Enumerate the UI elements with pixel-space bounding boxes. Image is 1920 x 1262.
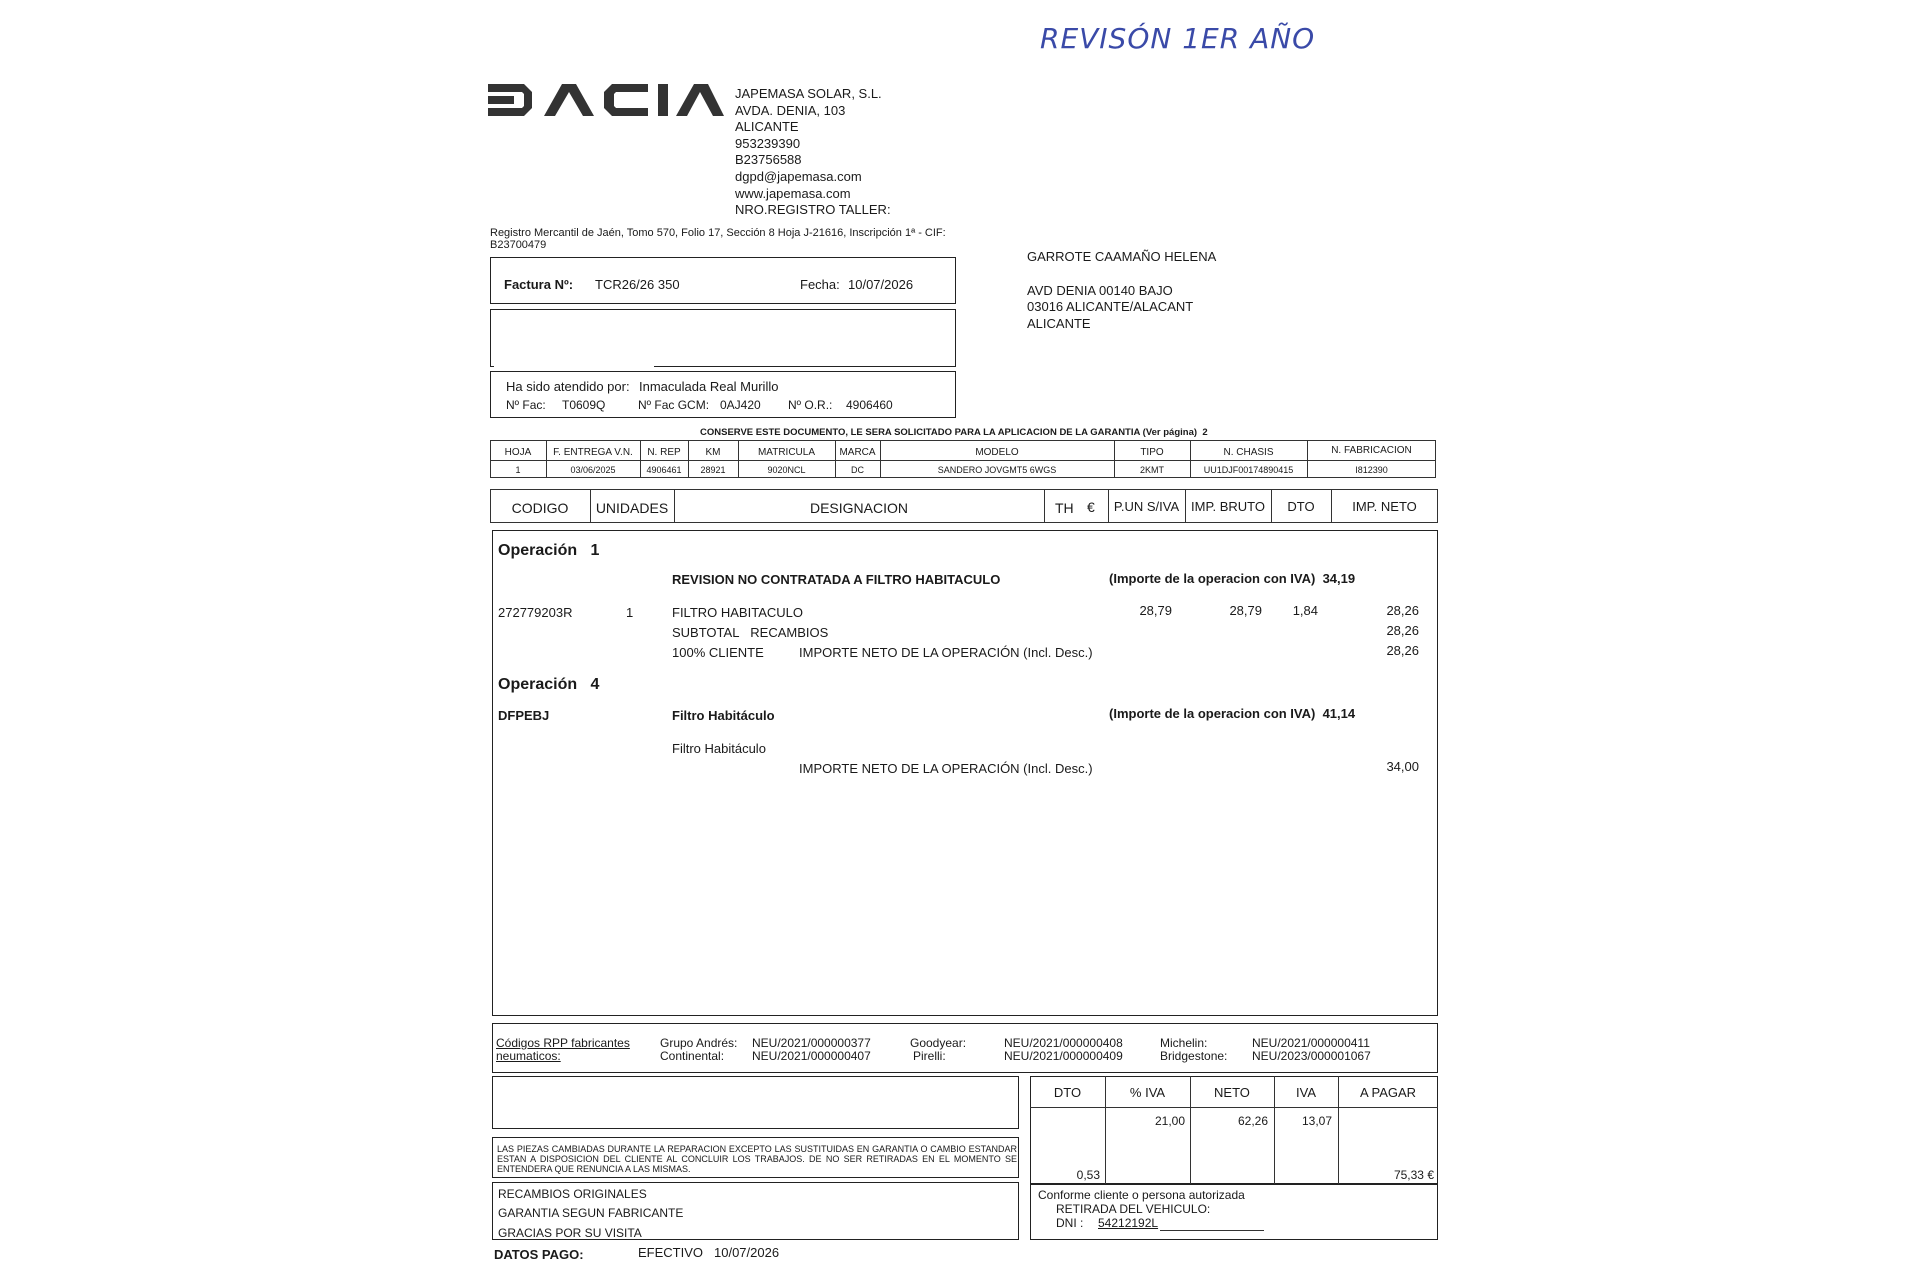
vehicle-cell: 2KMT <box>1139 465 1164 475</box>
col-designacion: DESIGNACION <box>809 500 908 516</box>
rpp-col2-values: NEU/2021/000000408 NEU/2021/000000409 <box>1004 1036 1123 1063</box>
op1-importe-neto-label: IMPORTE NETO DE LA OPERACIÓN (Incl. Desc.) <box>799 645 1093 660</box>
nfac-value: T0609Q <box>562 398 606 412</box>
gcm-value: 0AJ420 <box>720 398 761 412</box>
customer-city: 03016 ALICANTE/ALACANT <box>1027 299 1194 315</box>
op1-subtotal: SUBTOTAL RECAMBIOS <box>672 625 829 640</box>
col-euro: € <box>1087 499 1095 515</box>
pago-method: EFECTIVO <box>638 1245 704 1260</box>
vehicle-cell: 28921 <box>700 465 726 475</box>
vehicle-header: MARCA <box>839 447 876 458</box>
col-unidades: UNIDADES <box>595 500 669 516</box>
nfac-label: Nº Fac: <box>506 398 546 412</box>
factura-label: Factura Nº: <box>504 277 574 292</box>
col-pun: P.UN S/IVA <box>1113 499 1180 514</box>
rpp-col1-labels: Grupo Andrés: Continental: <box>660 1036 738 1063</box>
op4-codigo: DFPEBJ <box>498 708 550 723</box>
dealer-cif: B23756588 <box>735 152 802 168</box>
rpp-col3-values: NEU/2021/000000411 NEU/2023/000001067 <box>1252 1036 1371 1063</box>
rpp-label: Códigos RPP fabricantes neumaticos: <box>496 1036 630 1063</box>
blank-box <box>492 1076 1019 1129</box>
vehicle-cell: 4906461 <box>646 465 682 475</box>
op1-importe: (Importe de la operacion con IVA) 34,19 <box>1109 571 1356 586</box>
totals-pagar: 75,33 € <box>1393 1168 1434 1182</box>
totals-iva-pct: 21,00 <box>1154 1114 1185 1128</box>
conforme-line-1: Conforme cliente o persona autorizada <box>1038 1188 1245 1202</box>
piezas-notice: LAS PIEZAS CAMBIADAS DURANTE LA REPARACION EXCEPTO LAS SUSTITUIDAS EN GARANTIA O CAMBIO ESTANDAR ESTAN A DISPOSICION DEL CLIENTE AL CONCLUIR LOS TRABAJOS. DE NO SER RETIRADAS EN EL MOMENTO SE ENTENDERA QUE RENUNCIA A LAS MISMAS. <box>497 1144 1017 1174</box>
op1-codigo: 272779203R <box>498 605 573 620</box>
or-value: 4906460 <box>846 398 893 412</box>
op4-desc: Filtro Habitáculo <box>672 708 775 723</box>
vehicle-cell: UU1DJF00174890415 <box>1203 465 1294 475</box>
op4-title: Operación 4 <box>498 676 600 693</box>
dealer-registry: NRO.REGISTRO TALLER: <box>735 202 891 218</box>
col-bruto: IMP. BRUTO <box>1191 499 1265 514</box>
vehicle-header: N. CHASIS <box>1223 447 1274 458</box>
dealer-city: ALICANTE <box>735 119 799 135</box>
vehicle-cell: 9020NCL <box>767 465 806 475</box>
redacted-box <box>490 309 956 367</box>
conforme-line-2: RETIRADA DEL VEHICULO: <box>1056 1202 1211 1216</box>
vehicle-cell: I812390 <box>1355 465 1388 475</box>
col-neto: IMP. NETO <box>1352 499 1417 514</box>
totals-iva: 13,07 <box>1301 1114 1332 1128</box>
dealer-address: AVDA. DENIA, 103 <box>735 102 846 118</box>
col-th: TH <box>1055 500 1074 516</box>
fecha-value: 10/07/2026 <box>848 277 914 292</box>
dealer-email: dgpd@japemasa.com <box>735 168 862 184</box>
op1-cliente: 100% CLIENTE <box>672 645 764 660</box>
vehicle-header: MODELO <box>975 447 1019 458</box>
or-label: Nº O.R.: <box>788 398 833 412</box>
handwritten-note: REVISÓN 1ER AÑO <box>1040 22 1316 55</box>
op1-neto: 28,26 <box>1386 603 1419 618</box>
op4-item: Filtro Habitáculo <box>672 741 766 756</box>
pago-date: 10/07/2026 <box>714 1245 780 1260</box>
factura-value: TCR26/26 350 <box>595 277 680 292</box>
op1-title: Operación 1 <box>498 542 600 559</box>
footer-gracias: GRACIAS POR SU VISITA <box>498 1226 642 1240</box>
op1-importe-neto-value: 28,26 <box>1386 643 1419 658</box>
op1-dto: 1,84 <box>1292 603 1318 618</box>
vehicle-header: N. REP <box>647 447 681 458</box>
dealer-phone: 953239390 <box>735 135 801 151</box>
customer-block <box>1027 249 1216 332</box>
dni-label: DNI : <box>1056 1216 1084 1230</box>
pago-label: DATOS PAGO: <box>494 1247 584 1262</box>
op1-desc: REVISION NO CONTRATADA A FILTRO HABITACULO <box>672 572 1001 587</box>
attended-label: Ha sido atendido por: <box>506 379 630 394</box>
vehicle-header: KM <box>705 447 721 458</box>
customer-province: ALICANTE <box>1027 315 1091 331</box>
totals-neto-header: NETO <box>1214 1085 1250 1100</box>
customer-address: AVD DENIA 00140 BAJO <box>1027 282 1173 298</box>
customer-name: GARROTE CAAMAÑO HELENA <box>1027 249 1217 264</box>
col-dto: DTO <box>1287 499 1315 514</box>
fecha-label: Fecha: <box>800 277 840 292</box>
vehicle-header: HOJA <box>504 447 532 458</box>
rpp-col2-labels: Goodyear: Pirelli: <box>910 1036 967 1063</box>
attended-name: Inmaculada Real Murillo <box>639 379 779 394</box>
dacia-logo <box>488 84 724 116</box>
op1-unidades: 1 <box>626 605 634 620</box>
footer-recambios: RECAMBIOS ORIGINALES <box>498 1187 647 1201</box>
op4-importe-neto-value: 34,00 <box>1386 759 1419 774</box>
vehicle-cell: SANDERO JOVGMT5 6WGS <box>937 465 1057 475</box>
op1-bruto: 28,79 <box>1229 603 1262 618</box>
footer-garantia: GARANTIA SEGUN FABRICANTE <box>498 1206 684 1220</box>
vehicle-cell: 03/06/2025 <box>570 465 616 475</box>
dealer-block <box>735 86 891 219</box>
vehicle-cell: DC <box>851 465 864 475</box>
totals-dto: 0,53 <box>1076 1168 1100 1182</box>
conserve-notice: CONSERVE ESTE DOCUMENTO, LE SERA SOLICITADO PARA LA APLICACION DE LA GARANTIA (Ver página) 2 <box>700 427 1208 438</box>
totals-dto-header: DTO <box>1053 1085 1082 1100</box>
dealer-name: JAPEMASA SOLAR, S.L. <box>735 86 882 101</box>
op4-importe: (Importe de la operacion con IVA) 41,14 <box>1109 706 1356 721</box>
totals-iva-header: IVA <box>1296 1085 1316 1100</box>
registro-line-1: Registro Mercantil de Jaén, Tomo 570, Folio 17, Sección 8 Hoja J-21616, Inscripción 1ª - CIF: <box>490 227 946 239</box>
vehicle-header: MATRICULA <box>757 447 816 458</box>
col-codigo: CODIGO <box>511 500 569 516</box>
op4-importe-neto-label: IMPORTE NETO DE LA OPERACIÓN (Incl. Desc.) <box>799 761 1093 776</box>
op1-subtotal-value: 28,26 <box>1386 623 1419 638</box>
vehicle-header: TIPO <box>1140 447 1164 458</box>
totals-iva-pct-header: % IVA <box>1129 1085 1166 1100</box>
rpp-col1-values: NEU/2021/000000377 NEU/2021/000000407 <box>752 1036 871 1063</box>
op1-pun: 28,79 <box>1139 603 1172 618</box>
vehicle-cell: 1 <box>515 465 521 475</box>
totals-neto: 62,26 <box>1237 1114 1268 1128</box>
vehicle-header: F. ENTREGA V.N. <box>553 447 633 458</box>
dni-value: 54212192L <box>1098 1216 1159 1230</box>
vehicle-header: N. FABRICACION <box>1331 445 1412 456</box>
gcm-label: Nº Fac GCM: <box>638 398 710 412</box>
dealer-web: www.japemasa.com <box>735 185 851 201</box>
totals-pagar-header: A PAGAR <box>1359 1085 1417 1100</box>
rpp-col3-labels: Michelin: Bridgestone: <box>1160 1036 1228 1063</box>
op1-item: FILTRO HABITACULO <box>672 605 803 620</box>
registro-line-2: B23700479 <box>490 239 547 251</box>
